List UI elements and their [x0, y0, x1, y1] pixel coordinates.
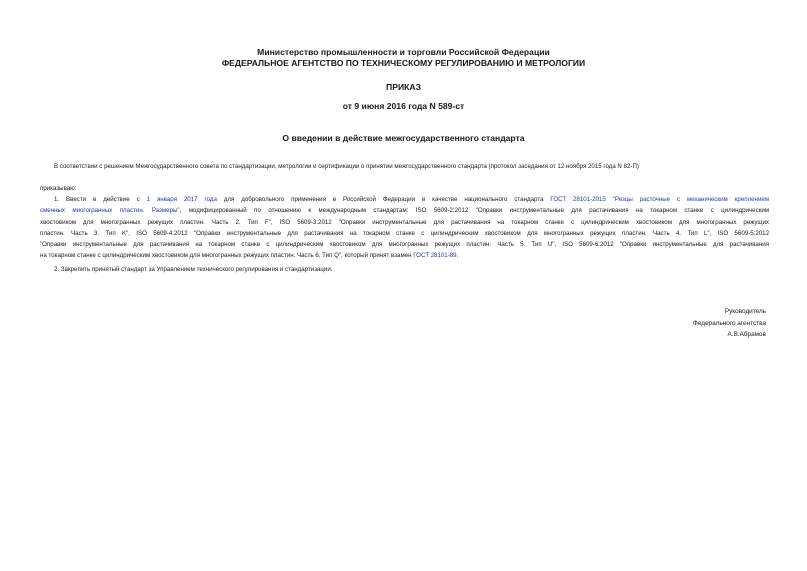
order-date: от 9 июня 2016 года N 589-ст [342, 101, 465, 111]
agency-name: ФЕДЕРАЛЬНОЕ АГЕНТСТВО ПО ТЕХНИЧЕСКОМУ РЕГУЛИРОВАНИЮ И МЕТРОЛОГИИ [221, 58, 586, 68]
signature-organization: Федерального агентства [692, 319, 766, 327]
effective-date-link[interactable]: 1 января 2017 года [146, 196, 217, 203]
signature-block [693, 306, 766, 341]
order-word: приказываю: [40, 185, 77, 192]
signature-name: А.В.Абрамов [727, 331, 766, 339]
item-1-line-6 [40, 250, 769, 261]
ministry-name: Министерство промышленности и торговли Российской Федерации [257, 47, 550, 57]
item-1-line-4: пластин. Часть 3. Тип K", ISO 5609-4:2012 "Оправки инструментальные для растачивания на токарном станке с цилиндрическим хвостовиком для многогранных режущих пластин. Часть 4. Тип L", ISO 5609-5:2012 [40, 229, 769, 237]
item-1-text-a: 1. Ввести в действие с [54, 196, 140, 203]
order-subject: О введении в действие межгосударственного стандарта [282, 133, 525, 143]
item-1-text-c: , модифицированный по отношению к международным стандартам: ISO 5609-2:2012 "Оправки инструментальные для растачивания на токарном станке с цилиндрическим [179, 207, 769, 215]
item-1-line-2 [40, 205, 769, 216]
basis-paragraph: В соответствии с решением Межгосударственного совета по стандартизации, метрологии и сертификации о принятии межгосударственного стандарта (протокол заседания от 12 ноября 2015 года N 82-П) [54, 163, 639, 170]
gost-28101-2015-link[interactable]: ГОСТ 28101-2015 "Резцы расточные с механическим креплением [550, 196, 769, 203]
gost-28101-2015-link-cont[interactable]: сменных многогранных пластин. Размеры" [40, 207, 180, 215]
item-1-line-3: хвостовиком для многогранных режущих пластин. Часть 2. Тип F", ISO 5609-3:2012 "Оправки инструментальные для растачивания на токарном станке с цилиндрическим хвостовиком для многогранных режущих [40, 218, 769, 226]
item-1-line-5: "Оправки инструментальные для растачивания на токарном станке с цилиндрическим хвостовиком для многогранных режущих пластин. Часть 5. Тип U", ISO 5609-6:2012 "Оправки инструментальные для растачивания [40, 241, 769, 249]
item-1-text-e: . [456, 252, 459, 260]
item-1-line-1 [40, 194, 769, 205]
order-title: ПРИКАЗ [386, 82, 421, 92]
item-2-paragraph: 2. Закрепить принятый стандарт за Управлением технического регулирования и стандартизации. [54, 266, 333, 273]
signature-position: Руководитель [724, 308, 766, 315]
gost-28101-89-link[interactable]: ГОСТ 28101-89 [413, 252, 457, 260]
item-1-paragraph [40, 194, 769, 262]
item-1-text-d: на токарном станке с цилиндрическим хвостовиком для многогранных режущих пластин. Часть 6. Тип Q", который принят взамен [40, 252, 412, 260]
item-1-text-b: для добровольного применения в Российской Федерации в качестве национального стандарта [223, 196, 544, 203]
